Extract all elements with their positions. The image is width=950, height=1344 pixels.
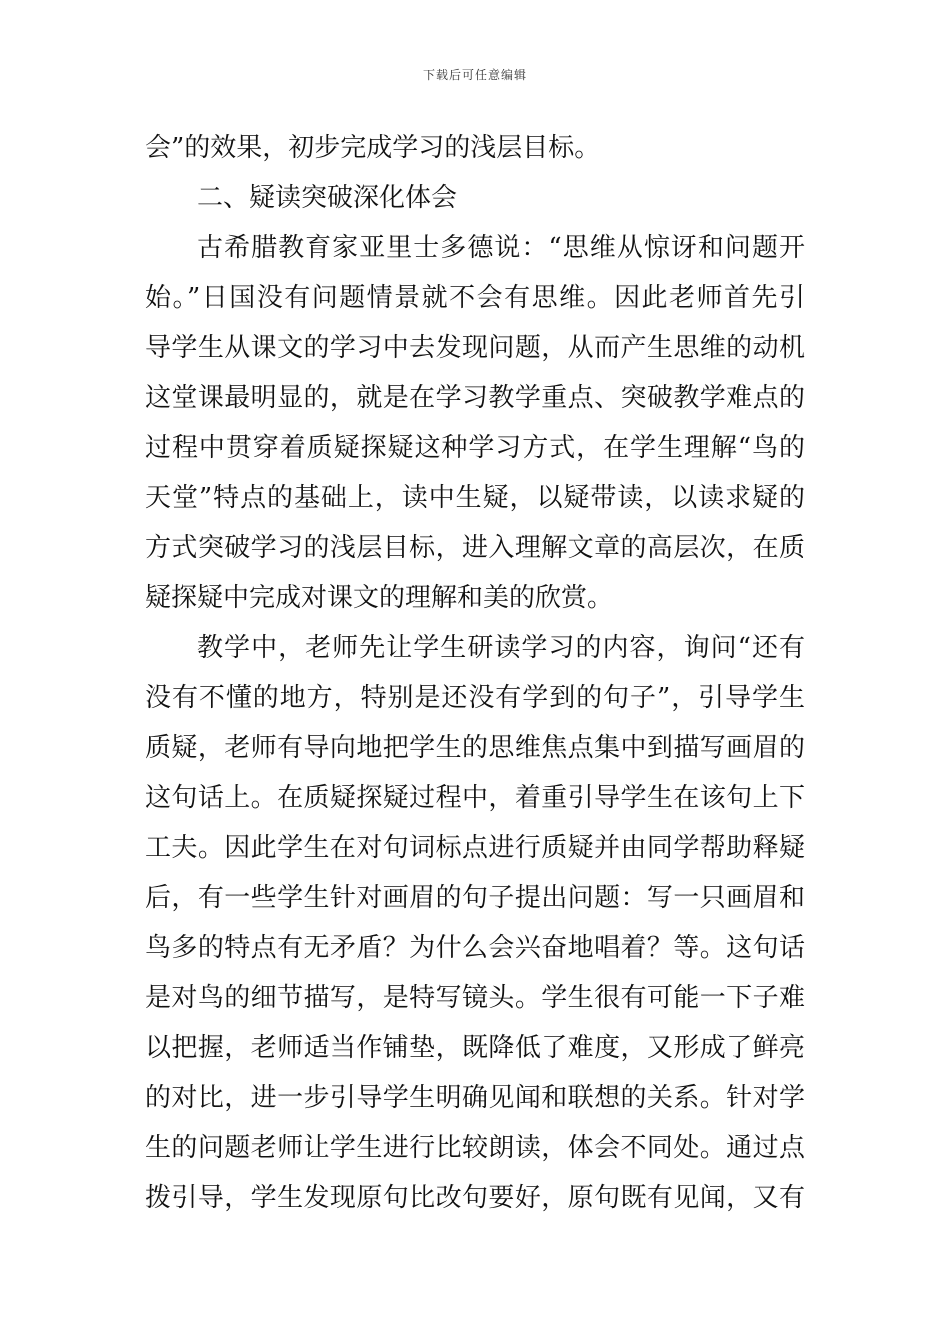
section-heading: 二、疑读突破深化体会 [197,183,458,213]
text-line: 生的问题老师让学生进行比较朗读，体会不同处。通过点 [145,1133,805,1163]
text-line: 这堂课最明显的，就是在学习教学重点、突破教学难点的 [145,383,805,413]
text-line: 会”的效果，初步完成学习的浅层目标。 [145,133,601,163]
text-line: 是对鸟的细节描写，是特写镜头。学生很有可能一下子难 [145,983,805,1013]
text-line: 以把握，老师适当作铺垫，既降低了难度，又形成了鲜亮 [145,1033,805,1063]
text-line: 导学生从课文的学习中去发现问题，从而产生思维的动机 [145,333,805,363]
text-line: 古希腊教育家亚里士多德说：“思维从惊讶和问题开 [197,233,805,263]
text-line: 疑探疑中完成对课文的理解和美的欣赏。 [145,583,614,613]
text-line: 鸟多的特点有无矛盾？为什么会兴奋地唱着？等。这句话 [145,933,805,963]
text-line: 质疑，老师有导向地把学生的思维焦点集中到描写画眉的 [145,733,805,763]
text-line: 始。”日国没有问题情景就不会有思维。因此老师首先引 [145,283,805,313]
text-line: 没有不懂的地方，特别是还没有学到的句子”，引导学生 [145,683,805,713]
text-line: 拨引导，学生发现原句比改句要好，原句既有见闻，又有 [145,1183,805,1213]
text-line: 这句话上。在质疑探疑过程中，着重引导学生在该句上下 [145,783,805,813]
text-line: 工夫。因此学生在对句词标点进行质疑并由同学帮助释疑 [145,833,805,863]
text-line: 后，有一些学生针对画眉的句子提出问题：写一只画眉和 [145,883,805,913]
text-line: 天堂”特点的基础上，读中生疑，以疑带读，以读求疑的 [145,483,805,513]
page-header: 下载后可任意编辑 [422,68,527,82]
text-line: 过程中贯穿着质疑探疑这种学习方式，在学生理解“鸟的 [145,433,805,463]
text-line: 的对比，进一步引导学生明确见闻和联想的关系。针对学 [145,1083,805,1113]
text-line: 方式突破学习的浅层目标，进入理解文章的高层次，在质 [145,533,805,563]
text-line: 教学中，老师先让学生研读学习的内容，询问“还有 [197,633,805,663]
